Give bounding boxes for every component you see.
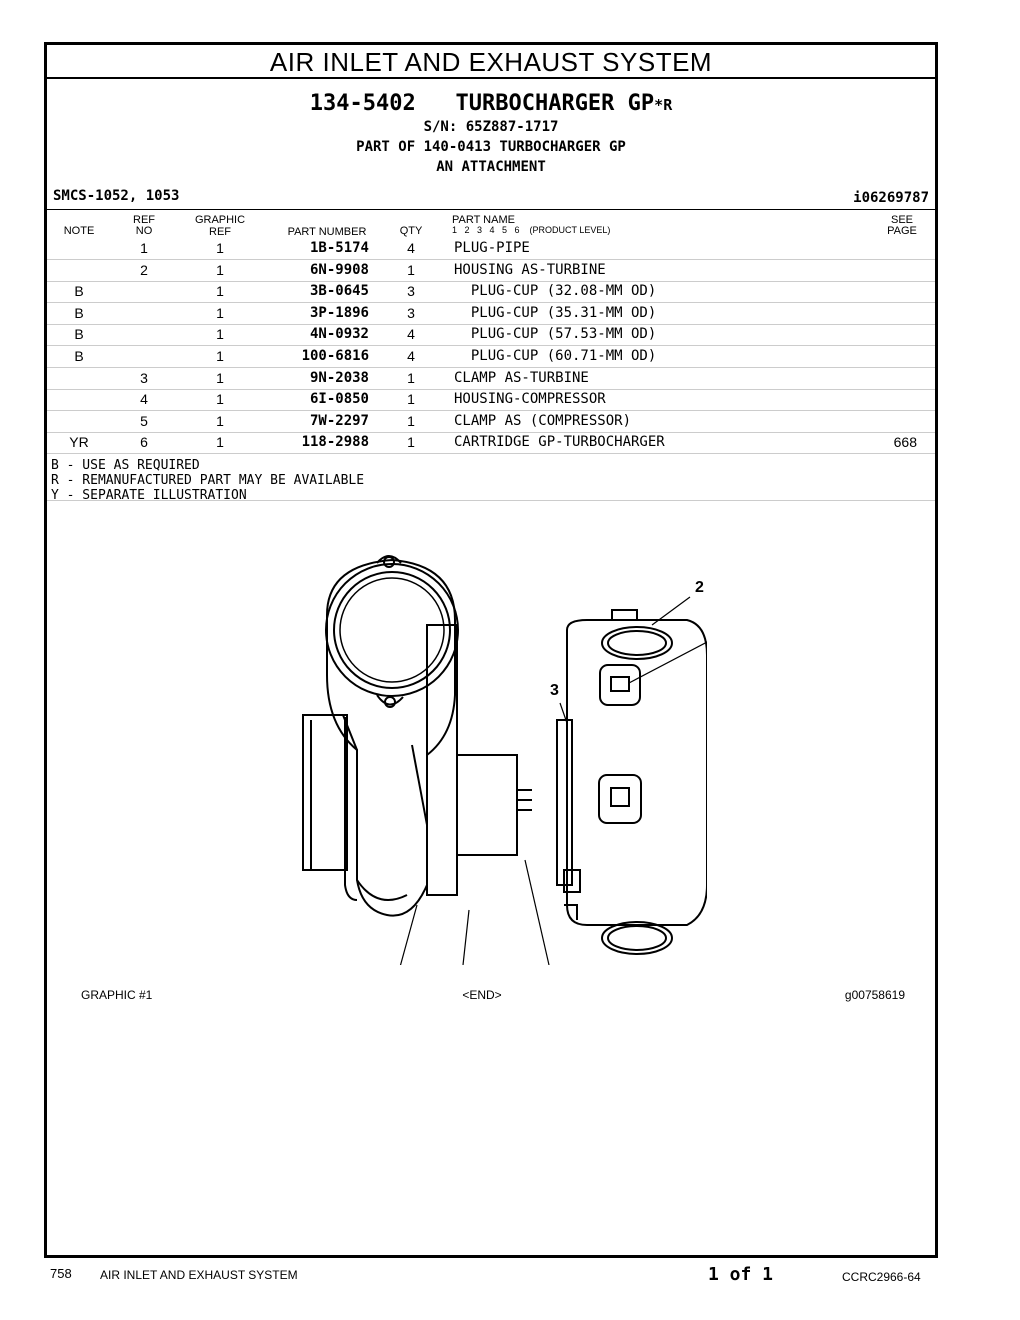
cell-ref-no: 5 [140, 412, 148, 429]
notes-legend [51, 458, 364, 503]
col-ref-2: NO [135, 225, 153, 237]
cell-ref-no: 1 [140, 240, 148, 256]
table-row [47, 368, 935, 390]
col-ref-1: REF [133, 214, 155, 226]
col-graphic-1: GRAPHIC [194, 214, 246, 226]
table-row [47, 281, 935, 303]
group-title [47, 91, 935, 116]
cell-qty: 1 [407, 412, 415, 429]
page-frame [44, 42, 938, 1258]
note-y: Y - SEPARATE ILLUSTRATION [51, 488, 247, 503]
group-name: TURBOCHARGER GP [455, 91, 655, 116]
callout-2: 2 [695, 579, 704, 596]
cell-graphic-ref: 1 [216, 261, 224, 278]
col-note: NOTE [63, 225, 95, 237]
cell-part-number: 3B-0645 [309, 283, 369, 300]
table-row [47, 324, 935, 346]
col-product-level: 1 2 3 4 5 6 (PRODUCT LEVEL) [452, 225, 611, 235]
cell-part-name: PLUG-CUP (60.71-MM OD) [454, 348, 657, 364]
col-graphic-2: REF [209, 226, 231, 238]
cell-part-name: HOUSING AS-TURBINE [454, 261, 606, 278]
table-row [47, 346, 935, 368]
group-part-number: 134-5402 [309, 91, 416, 116]
cell-qty: 3 [407, 283, 415, 300]
cell-part-name: HOUSING-COMPRESSOR [454, 391, 606, 408]
cell-qty: 3 [407, 304, 415, 321]
cell-note: B [74, 326, 84, 343]
col-see-1: SEE [890, 214, 913, 226]
cell-graphic-ref: 1 [216, 304, 224, 321]
cell-part-number: 6N-9908 [309, 261, 369, 278]
cell-qty: 1 [407, 369, 415, 386]
col-part-number: PART NUMBER [287, 226, 367, 238]
header-divider [47, 209, 935, 210]
cell-part-name: CLAMP AS-TURBINE [454, 369, 589, 386]
table-row [47, 238, 935, 260]
cell-part-number: 9N-2038 [309, 369, 369, 386]
cell-ref-no: 2 [140, 261, 148, 278]
col-part-name: PART NAME [452, 214, 515, 226]
cell-part-name: PLUG-CUP (32.08-MM OD) [454, 283, 657, 300]
cell-graphic-ref: 1 [216, 348, 224, 364]
cell-qty: 1 [407, 261, 415, 278]
cell-graphic-ref: 1 [216, 391, 224, 408]
cell-note: B [74, 348, 84, 364]
cell-qty: 4 [407, 326, 415, 343]
section-title: AIR INLET AND EXHAUST SYSTEM [47, 45, 935, 79]
page-number: 758 [50, 1266, 72, 1281]
cell-graphic-ref: 1 [216, 412, 224, 429]
cell-note: YR [69, 434, 89, 451]
cell-ref-no: 6 [140, 434, 148, 451]
cell-part-name: CLAMP AS (COMPRESSOR) [454, 412, 632, 429]
cell-graphic-ref: 1 [216, 283, 224, 300]
cell-qty: 1 [407, 434, 415, 451]
footer-section: AIR INLET AND EXHAUST SYSTEM [100, 1268, 298, 1282]
graphic-number: GRAPHIC #1 [81, 988, 153, 1002]
cell-qty: 4 [407, 240, 415, 256]
cell-part-name: PLUG-CUP (35.31-MM OD) [454, 304, 657, 321]
part-of-line: PART OF 140-0413 TURBOCHARGER GP [356, 139, 626, 155]
cell-ref-no: 3 [140, 369, 148, 386]
attachment-line: AN ATTACHMENT [436, 159, 546, 175]
cell-graphic-ref: 1 [216, 434, 224, 451]
cell-see-page: 668 [893, 434, 917, 451]
note-r: R - REMANUFACTURED PART MAY BE AVAILABLE [51, 473, 365, 488]
group-suffix: *R [654, 96, 673, 114]
cell-qty: 1 [407, 391, 415, 408]
graphic-end: <END> [462, 988, 502, 1002]
table-row [47, 432, 935, 454]
doc-code: CCRC2966-64 [842, 1270, 921, 1284]
graphic-id: g00758619 [844, 988, 905, 1002]
cell-part-number: 4N-0932 [309, 326, 369, 343]
page-of: 1 of 1 [708, 1264, 774, 1285]
cell-graphic-ref: 1 [216, 326, 224, 343]
cell-part-number: 7W-2297 [309, 412, 369, 429]
col-qty: QTY [399, 225, 423, 237]
cell-part-number: 1B-5174 [309, 240, 369, 256]
cell-graphic-ref: 1 [216, 369, 224, 386]
table-row [47, 411, 935, 433]
cell-part-number: 6I-0850 [309, 391, 369, 408]
cell-part-number: 118-2988 [301, 434, 369, 451]
cell-graphic-ref: 1 [216, 240, 224, 256]
note-b: B - USE AS REQUIRED [51, 458, 200, 473]
col-see-2: PAGE [887, 225, 917, 237]
cell-part-name: PLUG-CUP (57.53-MM OD) [454, 326, 657, 343]
serial-number: S/N: 65Z887-1717 [423, 119, 559, 135]
cell-ref-no: 4 [140, 391, 148, 408]
cell-note: B [74, 283, 84, 300]
cell-part-number: 3P-1896 [309, 304, 369, 321]
cell-part-number: 100-6816 [301, 348, 369, 364]
table-row [47, 260, 935, 282]
smcs-codes: SMCS-1052, 1053 [53, 188, 180, 204]
cell-part-name: PLUG-PIPE [454, 240, 530, 256]
turbocharger-illustration [277, 525, 707, 965]
illustration-id: i06269787 [853, 190, 929, 206]
cell-note: B [74, 304, 84, 321]
table-row [47, 389, 935, 411]
cell-part-name: CARTRIDGE GP-TURBOCHARGER [454, 434, 665, 451]
notes-divider [47, 500, 935, 501]
table-row [47, 303, 935, 325]
cell-qty: 4 [407, 348, 415, 364]
callout-3: 3 [550, 682, 559, 699]
